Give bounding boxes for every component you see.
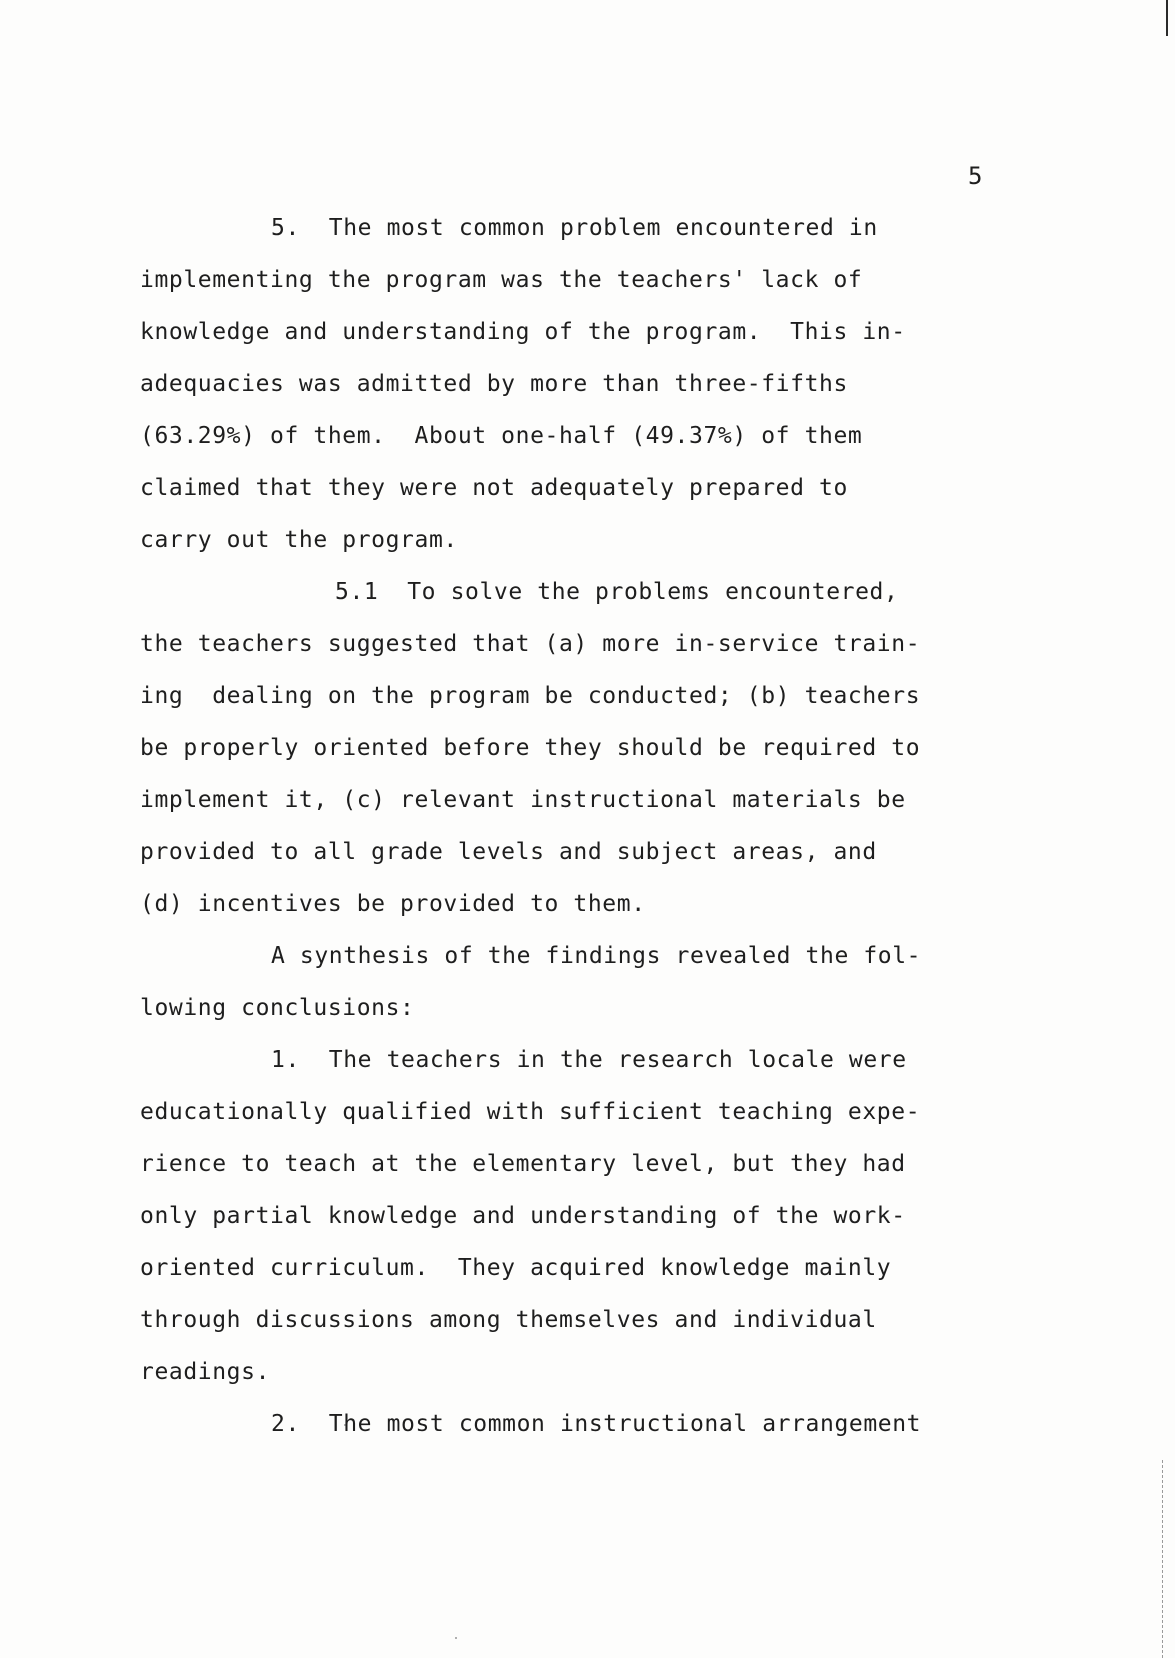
text-line: readings. — [140, 1359, 271, 1385]
text-line: 1. The teachers in the research locale were — [271, 1047, 907, 1073]
text-line: claimed that they were not adequately prepared to — [140, 475, 848, 501]
scan-edge-mark — [1166, 0, 1168, 36]
text-line: educationally qualified with sufficient teaching expe- — [140, 1099, 921, 1125]
text-line: lowing conclusions: — [140, 995, 415, 1021]
text-line: knowledge and understanding of the program. This in- — [140, 319, 906, 345]
scan-edge-dashes — [1162, 1460, 1164, 1658]
text-line: (d) incentives be provided to them. — [140, 891, 646, 917]
text-line: implementing the program was the teachers' lack of — [140, 267, 863, 293]
text-line: (63.29%) of them. About one-half (49.37%) of them — [140, 423, 863, 449]
text-line: rience to teach at the elementary level, but they had — [140, 1151, 906, 1177]
text-line: be properly oriented before they should be required to — [140, 735, 921, 761]
text-line: ing dealing on the program be conducted; (b) teachers — [140, 683, 921, 709]
text-line: the teachers suggested that (a) more in-service train- — [140, 631, 921, 657]
text-line: oriented curriculum. They acquired knowledge mainly — [140, 1255, 892, 1281]
text-line: through discussions among themselves and individual — [140, 1307, 877, 1333]
text-line: provided to all grade levels and subject areas, and — [140, 839, 877, 865]
text-line: adequacies was admitted by more than three-fifths — [140, 371, 848, 397]
text-line: only partial knowledge and understanding of the work- — [140, 1203, 906, 1229]
page-number: 5 — [968, 162, 984, 190]
text-line: carry out the program. — [140, 527, 458, 553]
scan-speck — [455, 1637, 457, 1639]
text-line: implement it, (c) relevant instructional materials be — [140, 787, 906, 813]
text-line: A synthesis of the findings revealed the fol- — [271, 943, 922, 969]
text-line: 5. The most common problem encountered in — [271, 215, 878, 241]
text-line: 5.1 To solve the problems encountered, — [335, 579, 899, 605]
text-line: 2. The most common instructional arrangement — [271, 1411, 922, 1437]
